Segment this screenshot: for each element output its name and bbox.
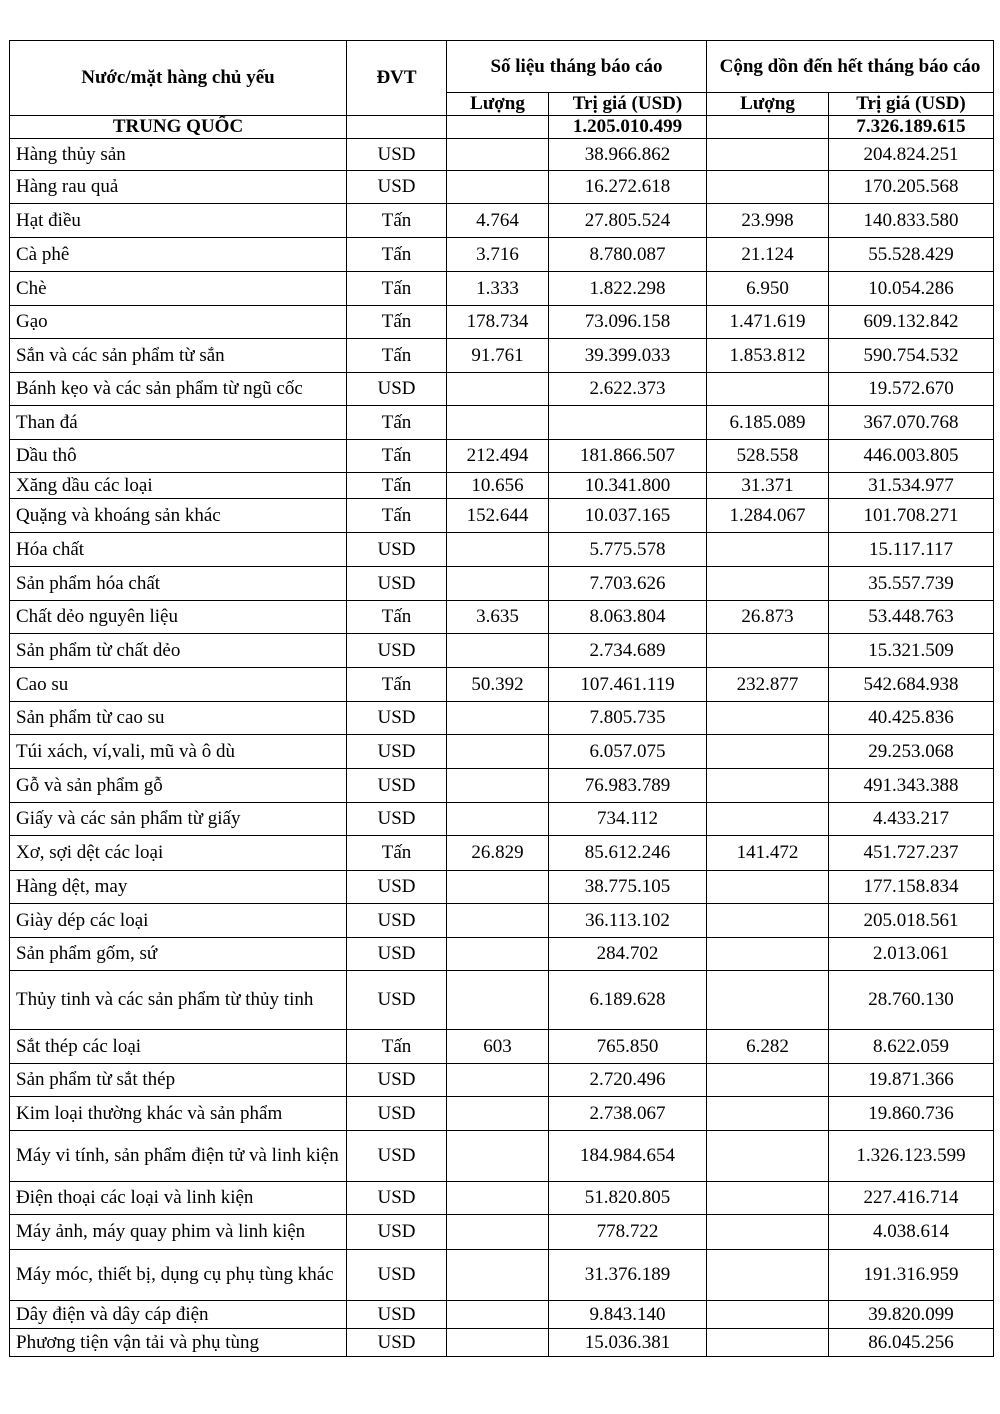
item-cum-qty <box>707 938 829 971</box>
item-unit: USD <box>347 769 447 803</box>
item-month-value: 2.622.373 <box>549 373 707 406</box>
table-row <box>10 1182 994 1215</box>
item-cum-value: 86.045.256 <box>829 1329 994 1357</box>
item-month-qty <box>447 938 549 971</box>
item-month-qty <box>447 1097 549 1131</box>
item-cum-value: 35.557.739 <box>829 567 994 601</box>
table-row <box>10 272 994 306</box>
item-unit: Tấn <box>347 499 447 533</box>
table-row <box>10 533 994 567</box>
item-month-value: 10.037.165 <box>549 499 707 533</box>
item-unit: USD <box>347 1301 447 1329</box>
table-row <box>10 1301 994 1329</box>
trade-table <box>9 40 994 1357</box>
table-row <box>10 238 994 272</box>
item-month-value: 181.866.507 <box>549 440 707 473</box>
item-name: Chất dẻo nguyên liệu <box>10 601 347 634</box>
item-cum-qty <box>707 634 829 668</box>
item-month-qty <box>447 567 549 601</box>
item-name: Cà phê <box>10 238 347 272</box>
table-row <box>10 406 994 440</box>
country-cum-value: 7.326.189.615 <box>829 116 994 139</box>
item-name: Xăng dầu các loại <box>10 473 347 499</box>
item-name: Hóa chất <box>10 533 347 567</box>
item-cum-qty <box>707 1329 829 1357</box>
item-unit: USD <box>347 139 447 171</box>
item-month-value: 1.822.298 <box>549 272 707 306</box>
table-row <box>10 373 994 406</box>
item-month-qty <box>447 1182 549 1215</box>
item-name: Sản phẩm hóa chất <box>10 567 347 601</box>
table-row <box>10 836 994 871</box>
item-month-value: 76.983.789 <box>549 769 707 803</box>
table-row <box>10 1064 994 1097</box>
item-unit: USD <box>347 1250 447 1301</box>
item-unit: Tấn <box>347 204 447 238</box>
item-cum-value: 29.253.068 <box>829 735 994 769</box>
item-month-value: 2.738.067 <box>549 1097 707 1131</box>
item-month-qty <box>447 1215 549 1250</box>
item-unit: USD <box>347 904 447 938</box>
item-unit: USD <box>347 171 447 204</box>
country-row <box>10 116 994 139</box>
item-month-value: 7.703.626 <box>549 567 707 601</box>
item-month-qty <box>447 1131 549 1182</box>
item-month-qty <box>447 634 549 668</box>
item-month-qty: 3.635 <box>447 601 549 634</box>
item-name: Sắt thép các loại <box>10 1030 347 1064</box>
item-cum-qty <box>707 139 829 171</box>
item-month-qty: 152.644 <box>447 499 549 533</box>
item-cum-value: 2.013.061 <box>829 938 994 971</box>
table-row <box>10 1030 994 1064</box>
country-month-value: 1.205.010.499 <box>549 116 707 139</box>
item-month-qty <box>447 702 549 735</box>
item-unit: USD <box>347 1097 447 1131</box>
item-cum-value: 39.820.099 <box>829 1301 994 1329</box>
item-month-value: 31.376.189 <box>549 1250 707 1301</box>
item-cum-qty: 1.853.812 <box>707 339 829 373</box>
item-name: Hàng rau quả <box>10 171 347 204</box>
item-cum-qty <box>707 871 829 904</box>
item-unit: Tấn <box>347 238 447 272</box>
item-cum-qty <box>707 373 829 406</box>
item-month-qty <box>447 1064 549 1097</box>
item-cum-qty: 21.124 <box>707 238 829 272</box>
item-cum-qty: 141.472 <box>707 836 829 871</box>
table-row <box>10 567 994 601</box>
table-row <box>10 306 994 339</box>
header-month-group: Số liệu tháng báo cáo <box>447 41 707 93</box>
item-month-qty <box>447 373 549 406</box>
item-unit: USD <box>347 803 447 836</box>
item-cum-value: 1.326.123.599 <box>829 1131 994 1182</box>
item-cum-value: 170.205.568 <box>829 171 994 204</box>
item-name: Điện thoại các loại và linh kiện <box>10 1182 347 1215</box>
item-cum-qty <box>707 533 829 567</box>
item-unit: Tấn <box>347 601 447 634</box>
table-row <box>10 803 994 836</box>
item-unit: Tấn <box>347 836 447 871</box>
item-unit: Tấn <box>347 440 447 473</box>
item-cum-qty: 6.185.089 <box>707 406 829 440</box>
country-cum-qty <box>707 116 829 139</box>
item-month-value: 16.272.618 <box>549 171 707 204</box>
item-unit: USD <box>347 1064 447 1097</box>
item-name: Thủy tinh và các sản phẩm từ thủy tinh <box>10 971 347 1030</box>
table-row <box>10 1329 994 1357</box>
header-cumulative-group: Cộng dồn đến hết tháng báo cáo <box>707 41 994 93</box>
table-row <box>10 904 994 938</box>
item-name: Sắn và các sản phẩm từ sắn <box>10 339 347 373</box>
item-cum-value: 31.534.977 <box>829 473 994 499</box>
item-cum-value: 19.871.366 <box>829 1064 994 1097</box>
item-cum-qty <box>707 769 829 803</box>
item-name: Xơ, sợi dệt các loại <box>10 836 347 871</box>
item-cum-value: 53.448.763 <box>829 601 994 634</box>
table-row <box>10 1097 994 1131</box>
header-item: Nước/mặt hàng chủ yếu <box>10 41 347 116</box>
item-cum-value: 4.433.217 <box>829 803 994 836</box>
item-name: Sản phẩm từ chất dẻo <box>10 634 347 668</box>
item-month-value: 73.096.158 <box>549 306 707 339</box>
table-row <box>10 171 994 204</box>
item-name: Túi xách, ví,vali, mũ và ô dù <box>10 735 347 769</box>
item-unit: USD <box>347 634 447 668</box>
item-cum-value: 140.833.580 <box>829 204 994 238</box>
item-month-value <box>549 406 707 440</box>
item-cum-value: 4.038.614 <box>829 1215 994 1250</box>
table-row <box>10 1250 994 1301</box>
item-month-qty <box>447 533 549 567</box>
item-month-qty <box>447 871 549 904</box>
item-name: Máy vi tính, sản phẩm điện tử và linh kiện <box>10 1131 347 1182</box>
table-row <box>10 1215 994 1250</box>
item-name: Máy ảnh, máy quay phim và linh kiện <box>10 1215 347 1250</box>
item-month-qty: 50.392 <box>447 668 549 702</box>
table-row <box>10 601 994 634</box>
country-unit <box>347 116 447 139</box>
item-month-qty: 10.656 <box>447 473 549 499</box>
item-unit: USD <box>347 735 447 769</box>
item-cum-qty: 232.877 <box>707 668 829 702</box>
item-month-value: 7.805.735 <box>549 702 707 735</box>
table-row <box>10 440 994 473</box>
item-cum-qty <box>707 1064 829 1097</box>
table-row <box>10 139 994 171</box>
item-name: Kim loại thường khác và sản phẩm <box>10 1097 347 1131</box>
item-cum-value: 446.003.805 <box>829 440 994 473</box>
table-row <box>10 769 994 803</box>
item-month-value: 6.057.075 <box>549 735 707 769</box>
item-unit: Tấn <box>347 406 447 440</box>
item-month-value: 2.734.689 <box>549 634 707 668</box>
table-row <box>10 339 994 373</box>
item-unit: Tấn <box>347 339 447 373</box>
item-name: Giấy và các sản phẩm từ giấy <box>10 803 347 836</box>
table-row <box>10 473 994 499</box>
item-month-qty <box>447 904 549 938</box>
subheader-month-qty: Lượng <box>447 93 549 116</box>
table-row <box>10 871 994 904</box>
item-name: Phương tiện vận tải và phụ tùng <box>10 1329 347 1357</box>
item-month-value: 5.775.578 <box>549 533 707 567</box>
item-cum-qty <box>707 1131 829 1182</box>
item-cum-qty: 528.558 <box>707 440 829 473</box>
item-unit: USD <box>347 1329 447 1357</box>
table-row <box>10 668 994 702</box>
item-name: Than đá <box>10 406 347 440</box>
country-name: TRUNG QUỐC <box>10 116 347 139</box>
item-month-value: 15.036.381 <box>549 1329 707 1357</box>
item-unit: Tấn <box>347 272 447 306</box>
item-month-qty <box>447 171 549 204</box>
item-cum-qty: 31.371 <box>707 473 829 499</box>
item-name: Sản phẩm gốm, sứ <box>10 938 347 971</box>
item-month-value: 27.805.524 <box>549 204 707 238</box>
item-cum-qty <box>707 971 829 1030</box>
item-name: Gạo <box>10 306 347 339</box>
item-month-qty: 212.494 <box>447 440 549 473</box>
item-month-qty <box>447 1250 549 1301</box>
country-month-qty <box>447 116 549 139</box>
subheader-cum-value: Trị giá (USD) <box>829 93 994 116</box>
item-name: Gỗ và sản phẩm gỗ <box>10 769 347 803</box>
item-cum-qty: 1.471.619 <box>707 306 829 339</box>
item-unit: USD <box>347 1215 447 1250</box>
table-row <box>10 938 994 971</box>
item-month-qty: 91.761 <box>447 339 549 373</box>
item-month-value: 51.820.805 <box>549 1182 707 1215</box>
item-month-value: 284.702 <box>549 938 707 971</box>
item-month-qty: 4.764 <box>447 204 549 238</box>
item-month-value: 765.850 <box>549 1030 707 1064</box>
item-month-qty <box>447 1329 549 1357</box>
item-unit: USD <box>347 567 447 601</box>
item-cum-qty <box>707 803 829 836</box>
item-unit: USD <box>347 702 447 735</box>
item-cum-value: 10.054.286 <box>829 272 994 306</box>
item-name: Cao su <box>10 668 347 702</box>
item-month-qty <box>447 735 549 769</box>
item-cum-value: 19.572.670 <box>829 373 994 406</box>
table-row <box>10 634 994 668</box>
item-cum-value: 609.132.842 <box>829 306 994 339</box>
item-name: Dây điện và dây cáp điện <box>10 1301 347 1329</box>
item-unit: USD <box>347 373 447 406</box>
item-cum-qty: 26.873 <box>707 601 829 634</box>
item-cum-qty <box>707 1097 829 1131</box>
item-cum-value: 177.158.834 <box>829 871 994 904</box>
item-cum-value: 205.018.561 <box>829 904 994 938</box>
item-name: Sản phẩm từ cao su <box>10 702 347 735</box>
table-row <box>10 971 994 1030</box>
item-name: Quặng và khoáng sản khác <box>10 499 347 533</box>
item-month-value: 8.063.804 <box>549 601 707 634</box>
item-cum-value: 40.425.836 <box>829 702 994 735</box>
item-unit: USD <box>347 1182 447 1215</box>
item-month-value: 85.612.246 <box>549 836 707 871</box>
item-cum-value: 19.860.736 <box>829 1097 994 1131</box>
item-unit: USD <box>347 1131 447 1182</box>
item-cum-value: 15.321.509 <box>829 634 994 668</box>
item-month-qty: 603 <box>447 1030 549 1064</box>
item-cum-qty <box>707 1250 829 1301</box>
header-unit: ĐVT <box>347 41 447 116</box>
item-unit: USD <box>347 971 447 1030</box>
item-cum-value: 55.528.429 <box>829 238 994 272</box>
item-cum-value: 15.117.117 <box>829 533 994 567</box>
item-month-qty <box>447 139 549 171</box>
item-month-qty <box>447 406 549 440</box>
item-month-value: 2.720.496 <box>549 1064 707 1097</box>
subheader-cum-qty: Lượng <box>707 93 829 116</box>
item-month-qty: 178.734 <box>447 306 549 339</box>
item-cum-qty: 6.282 <box>707 1030 829 1064</box>
table-row <box>10 702 994 735</box>
item-month-qty: 1.333 <box>447 272 549 306</box>
item-month-value: 39.399.033 <box>549 339 707 373</box>
table-row <box>10 1131 994 1182</box>
item-month-value: 9.843.140 <box>549 1301 707 1329</box>
item-month-value: 38.966.862 <box>549 139 707 171</box>
item-cum-value: 28.760.130 <box>829 971 994 1030</box>
table-row <box>10 499 994 533</box>
item-unit: Tấn <box>347 668 447 702</box>
item-month-value: 107.461.119 <box>549 668 707 702</box>
item-month-qty: 3.716 <box>447 238 549 272</box>
item-cum-value: 227.416.714 <box>829 1182 994 1215</box>
item-cum-value: 542.684.938 <box>829 668 994 702</box>
item-name: Máy móc, thiết bị, dụng cụ phụ tùng khác <box>10 1250 347 1301</box>
item-name: Dầu thô <box>10 440 347 473</box>
item-cum-qty: 23.998 <box>707 204 829 238</box>
item-name: Hàng thủy sản <box>10 139 347 171</box>
item-cum-value: 204.824.251 <box>829 139 994 171</box>
item-cum-qty <box>707 567 829 601</box>
item-month-qty <box>447 803 549 836</box>
item-month-value: 184.984.654 <box>549 1131 707 1182</box>
item-cum-qty <box>707 1182 829 1215</box>
item-month-qty: 26.829 <box>447 836 549 871</box>
subheader-month-value: Trị giá (USD) <box>549 93 707 116</box>
item-unit: Tấn <box>347 473 447 499</box>
table-row <box>10 204 994 238</box>
item-unit: USD <box>347 871 447 904</box>
item-name: Giày dép các loại <box>10 904 347 938</box>
item-cum-qty <box>707 1215 829 1250</box>
item-unit: Tấn <box>347 306 447 339</box>
item-cum-qty <box>707 171 829 204</box>
item-name: Hàng dệt, may <box>10 871 347 904</box>
item-unit: USD <box>347 938 447 971</box>
item-month-value: 10.341.800 <box>549 473 707 499</box>
item-cum-value: 8.622.059 <box>829 1030 994 1064</box>
item-month-value: 778.722 <box>549 1215 707 1250</box>
item-cum-qty <box>707 702 829 735</box>
item-cum-value: 191.316.959 <box>829 1250 994 1301</box>
item-cum-qty <box>707 735 829 769</box>
item-month-value: 6.189.628 <box>549 971 707 1030</box>
item-month-qty <box>447 1301 549 1329</box>
item-cum-qty <box>707 904 829 938</box>
table-row <box>10 735 994 769</box>
item-month-qty <box>447 971 549 1030</box>
table-body <box>10 116 994 1357</box>
item-month-value: 36.113.102 <box>549 904 707 938</box>
item-unit: Tấn <box>347 1030 447 1064</box>
item-cum-qty: 6.950 <box>707 272 829 306</box>
item-cum-value: 590.754.532 <box>829 339 994 373</box>
item-cum-value: 367.070.768 <box>829 406 994 440</box>
item-month-value: 734.112 <box>549 803 707 836</box>
item-cum-qty <box>707 1301 829 1329</box>
item-month-value: 8.780.087 <box>549 238 707 272</box>
item-cum-value: 491.343.388 <box>829 769 994 803</box>
item-cum-value: 451.727.237 <box>829 836 994 871</box>
item-month-qty <box>447 769 549 803</box>
item-cum-qty: 1.284.067 <box>707 499 829 533</box>
item-name: Hạt điều <box>10 204 347 238</box>
item-unit: USD <box>347 533 447 567</box>
item-name: Sản phẩm từ sắt thép <box>10 1064 347 1097</box>
item-month-value: 38.775.105 <box>549 871 707 904</box>
item-name: Chè <box>10 272 347 306</box>
item-name: Bánh kẹo và các sản phẩm từ ngũ cốc <box>10 373 347 406</box>
item-cum-value: 101.708.271 <box>829 499 994 533</box>
header-row <box>10 41 994 93</box>
